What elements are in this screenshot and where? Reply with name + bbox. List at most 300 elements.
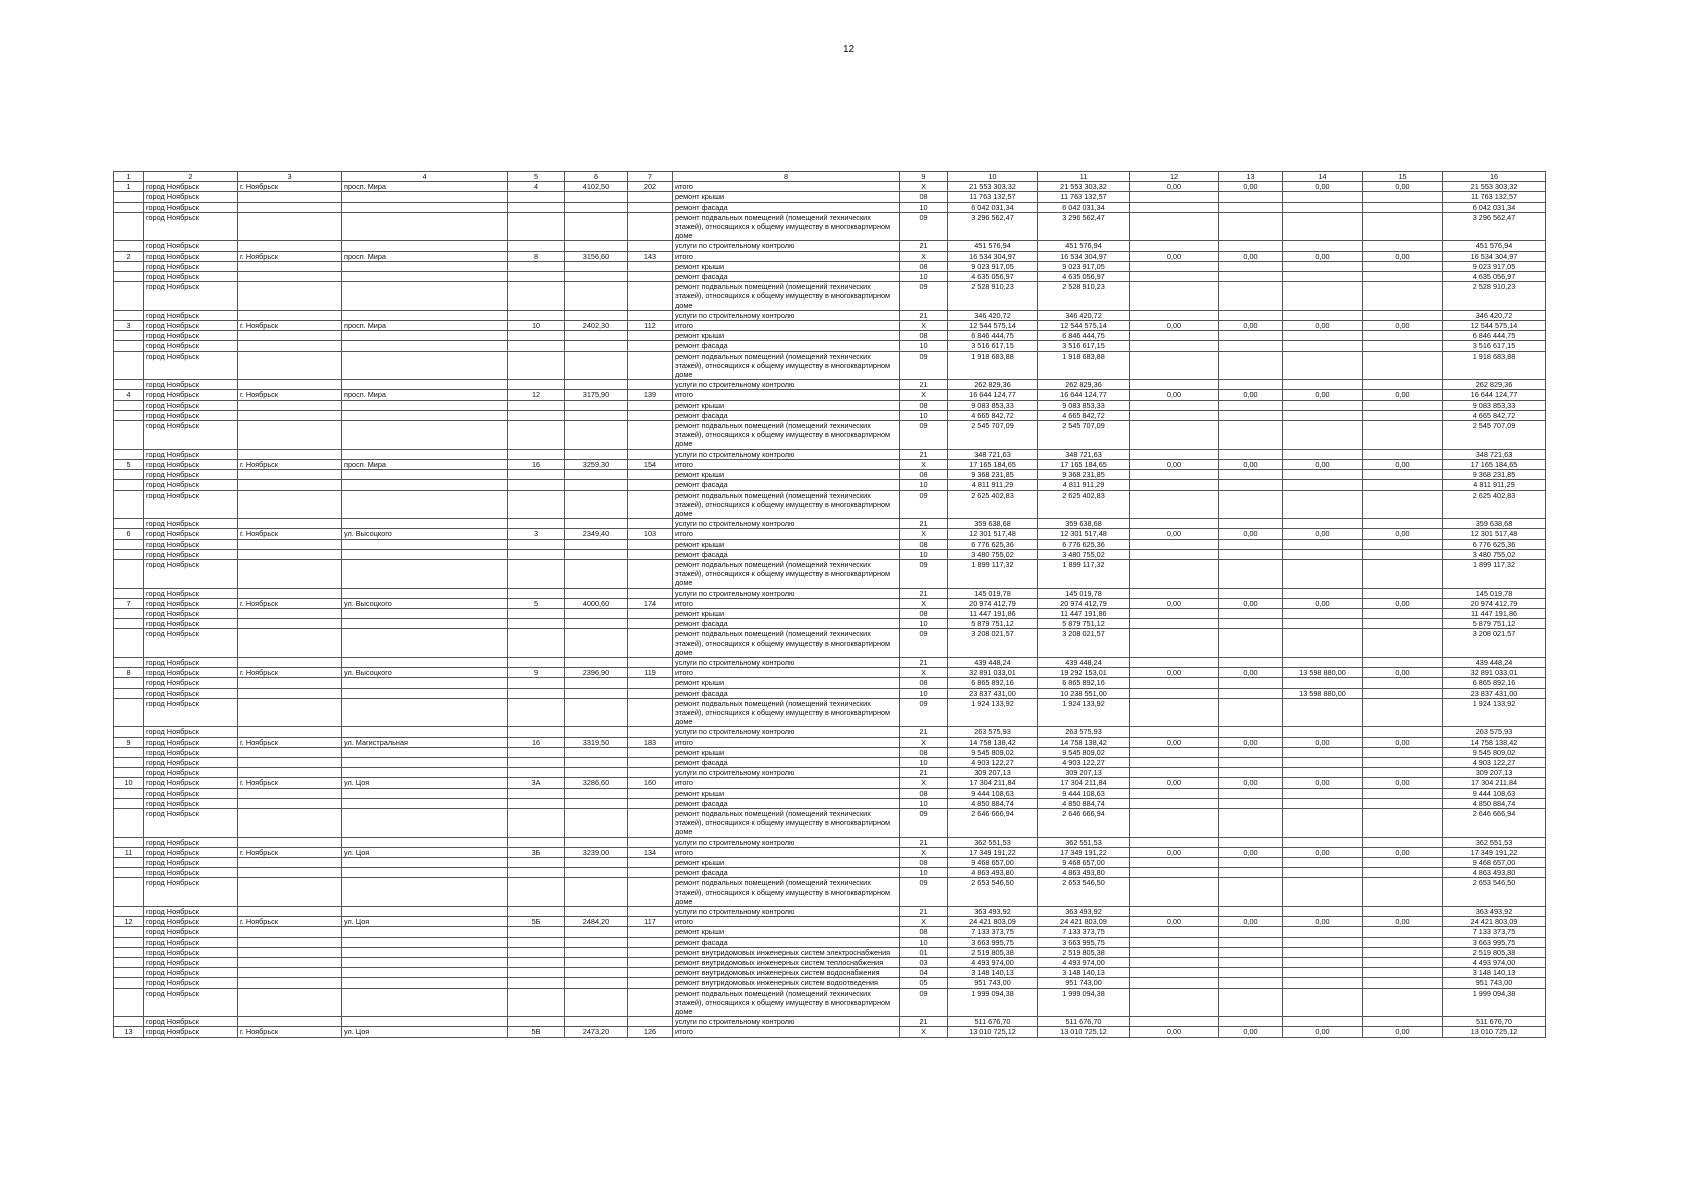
town-cell bbox=[238, 798, 342, 808]
col13-cell bbox=[1219, 747, 1283, 757]
municipality-cell: город Ноябрьск bbox=[144, 529, 238, 539]
work-row bbox=[114, 212, 1546, 241]
col14-cell: 13 598 880,00 bbox=[1283, 668, 1363, 678]
total-cost-cell: 9 368 231,85 bbox=[948, 470, 1038, 480]
work-row bbox=[114, 688, 1546, 698]
municipality-cell: город Ноябрьск bbox=[144, 788, 238, 798]
col15-cell bbox=[1363, 788, 1443, 798]
area-cell bbox=[565, 559, 628, 588]
residents-cell bbox=[628, 788, 673, 798]
work-type-cell: ремонт крыши bbox=[673, 470, 900, 480]
street-cell bbox=[342, 907, 508, 917]
total-cost-cell: 16 644 124,77 bbox=[948, 390, 1038, 400]
street-cell bbox=[342, 421, 508, 450]
municipality-cell: город Ноябрьск bbox=[144, 978, 238, 988]
town-cell: г. Ноябрьск bbox=[238, 847, 342, 857]
col16-cell: 24 421 803,09 bbox=[1443, 917, 1546, 927]
total-cost-cell: 2 528 910,23 bbox=[948, 282, 1038, 311]
fund-cost-cell: 439 448,24 bbox=[1038, 657, 1130, 667]
fund-cost-cell: 511 676,70 bbox=[1038, 1017, 1130, 1027]
total-cost-cell: 4 811 911,29 bbox=[948, 480, 1038, 490]
col14-cell bbox=[1283, 947, 1363, 957]
house-number-cell bbox=[508, 261, 565, 271]
col14-cell bbox=[1283, 351, 1363, 380]
col13-cell bbox=[1219, 1017, 1283, 1027]
col14-cell bbox=[1283, 588, 1363, 598]
work-type-cell: ремонт крыши bbox=[673, 747, 900, 757]
row-number-cell bbox=[114, 241, 144, 251]
object-total-row bbox=[114, 321, 1546, 331]
col12-cell bbox=[1130, 310, 1219, 320]
row-number-cell bbox=[114, 559, 144, 588]
col14-cell bbox=[1283, 480, 1363, 490]
work-row bbox=[114, 588, 1546, 598]
col15-cell bbox=[1363, 331, 1443, 341]
work-row bbox=[114, 947, 1546, 957]
area-cell bbox=[565, 202, 628, 212]
street-cell bbox=[342, 490, 508, 519]
house-number-cell bbox=[508, 698, 565, 727]
street-cell bbox=[342, 657, 508, 667]
house-number-cell: 4 bbox=[508, 182, 565, 192]
col16-cell: 1 899 117,32 bbox=[1443, 559, 1546, 588]
col16-cell: 145 019,78 bbox=[1443, 588, 1546, 598]
municipality-cell: город Ноябрьск bbox=[144, 351, 238, 380]
town-cell bbox=[238, 958, 342, 968]
fund-cost-cell: 309 207,13 bbox=[1038, 768, 1130, 778]
row-number-cell bbox=[114, 657, 144, 667]
col12-cell bbox=[1130, 688, 1219, 698]
work-row bbox=[114, 768, 1546, 778]
row-number-cell bbox=[114, 907, 144, 917]
total-cost-cell: 11 763 132,57 bbox=[948, 192, 1038, 202]
street-cell bbox=[342, 788, 508, 798]
municipality-cell: город Ноябрьск bbox=[144, 847, 238, 857]
col14-cell bbox=[1283, 410, 1363, 420]
area-cell bbox=[565, 747, 628, 757]
col15-cell: 0,00 bbox=[1363, 390, 1443, 400]
fund-cost-cell: 363 493,92 bbox=[1038, 907, 1130, 917]
col14-cell: 0,00 bbox=[1283, 459, 1363, 469]
col13-cell bbox=[1219, 958, 1283, 968]
residents-cell bbox=[628, 519, 673, 529]
work-row bbox=[114, 331, 1546, 341]
fund-cost-cell: 9 083 853,33 bbox=[1038, 400, 1130, 410]
residents-cell bbox=[628, 798, 673, 808]
work-code-cell: X bbox=[900, 390, 948, 400]
house-number-cell: 10 bbox=[508, 321, 565, 331]
row-number-cell bbox=[114, 937, 144, 947]
residents-cell: 119 bbox=[628, 668, 673, 678]
col14-cell bbox=[1283, 490, 1363, 519]
town-cell bbox=[238, 559, 342, 588]
street-cell: ул. Высоцкого bbox=[342, 598, 508, 608]
house-number-cell bbox=[508, 341, 565, 351]
residents-cell bbox=[628, 400, 673, 410]
work-code-cell: 21 bbox=[900, 380, 948, 390]
area-cell bbox=[565, 272, 628, 282]
total-cost-cell: 9 545 809,02 bbox=[948, 747, 1038, 757]
municipality-cell: город Ноябрьск bbox=[144, 678, 238, 688]
residents-cell bbox=[628, 351, 673, 380]
residents-cell bbox=[628, 282, 673, 311]
town-cell bbox=[238, 907, 342, 917]
col13-cell bbox=[1219, 678, 1283, 688]
col12-cell bbox=[1130, 341, 1219, 351]
col13-cell bbox=[1219, 261, 1283, 271]
area-cell bbox=[565, 629, 628, 658]
col15-cell bbox=[1363, 837, 1443, 847]
work-row bbox=[114, 549, 1546, 559]
work-code-cell: X bbox=[900, 917, 948, 927]
col12-cell bbox=[1130, 958, 1219, 968]
street-cell bbox=[342, 241, 508, 251]
residents-cell bbox=[628, 968, 673, 978]
work-type-cell: итого bbox=[673, 182, 900, 192]
col16-cell: 511 676,70 bbox=[1443, 1017, 1546, 1027]
street-cell bbox=[342, 272, 508, 282]
town-cell bbox=[238, 757, 342, 767]
area-cell bbox=[565, 978, 628, 988]
residents-cell bbox=[628, 978, 673, 988]
work-row bbox=[114, 968, 1546, 978]
row-number-cell bbox=[114, 727, 144, 737]
column-number-2: 2 bbox=[144, 172, 238, 182]
house-number-cell bbox=[508, 927, 565, 937]
row-number-cell: 1 bbox=[114, 182, 144, 192]
residents-cell bbox=[628, 678, 673, 688]
work-code-cell: 09 bbox=[900, 559, 948, 588]
col13-cell bbox=[1219, 410, 1283, 420]
work-row bbox=[114, 988, 1546, 1017]
row-number-cell bbox=[114, 212, 144, 241]
col16-cell: 6 846 444,75 bbox=[1443, 331, 1546, 341]
col13-cell: 0,00 bbox=[1219, 251, 1283, 261]
col14-cell bbox=[1283, 727, 1363, 737]
house-number-cell bbox=[508, 688, 565, 698]
work-code-cell: 03 bbox=[900, 958, 948, 968]
municipality-cell: город Ноябрьск bbox=[144, 598, 238, 608]
municipality-cell: город Ноябрьск bbox=[144, 768, 238, 778]
work-type-cell: услуги по строительному контролю bbox=[673, 1017, 900, 1027]
municipality-cell: город Ноябрьск bbox=[144, 390, 238, 400]
row-number-cell bbox=[114, 490, 144, 519]
municipality-cell: город Ноябрьск bbox=[144, 958, 238, 968]
fund-cost-cell: 359 638,68 bbox=[1038, 519, 1130, 529]
col13-cell bbox=[1219, 351, 1283, 380]
row-number-cell: 2 bbox=[114, 251, 144, 261]
col12-cell bbox=[1130, 809, 1219, 838]
work-type-cell: ремонт подвальных помещений (помещений технических этажей), относящихся к общему имуществу в многоквартирном доме bbox=[673, 351, 900, 380]
object-total-row bbox=[114, 847, 1546, 857]
street-cell bbox=[342, 261, 508, 271]
fund-cost-cell: 11 763 132,57 bbox=[1038, 192, 1130, 202]
fund-cost-cell: 24 421 803,09 bbox=[1038, 917, 1130, 927]
col13-cell bbox=[1219, 470, 1283, 480]
col14-cell: 0,00 bbox=[1283, 1027, 1363, 1037]
work-row bbox=[114, 937, 1546, 947]
house-number-cell bbox=[508, 947, 565, 957]
col12-cell bbox=[1130, 798, 1219, 808]
work-row bbox=[114, 410, 1546, 420]
town-cell bbox=[238, 629, 342, 658]
municipality-cell: город Ноябрьск bbox=[144, 858, 238, 868]
house-number-cell bbox=[508, 798, 565, 808]
area-cell bbox=[565, 480, 628, 490]
municipality-cell: город Ноябрьск bbox=[144, 868, 238, 878]
work-code-cell: 08 bbox=[900, 608, 948, 618]
residents-cell bbox=[628, 937, 673, 947]
municipality-cell: город Ноябрьск bbox=[144, 778, 238, 788]
work-code-cell: 10 bbox=[900, 798, 948, 808]
work-type-cell: ремонт крыши bbox=[673, 608, 900, 618]
municipality-cell: город Ноябрьск bbox=[144, 182, 238, 192]
col16-cell: 1 924 133,92 bbox=[1443, 698, 1546, 727]
work-code-cell: 08 bbox=[900, 927, 948, 937]
residents-cell bbox=[628, 588, 673, 598]
col13-cell bbox=[1219, 331, 1283, 341]
area-cell bbox=[565, 310, 628, 320]
col15-cell bbox=[1363, 449, 1443, 459]
work-row bbox=[114, 421, 1546, 450]
col13-cell: 0,00 bbox=[1219, 668, 1283, 678]
col14-cell bbox=[1283, 968, 1363, 978]
total-cost-cell: 20 974 412,79 bbox=[948, 598, 1038, 608]
town-cell bbox=[238, 202, 342, 212]
total-cost-cell: 145 019,78 bbox=[948, 588, 1038, 598]
col12-cell: 0,00 bbox=[1130, 847, 1219, 857]
house-number-cell bbox=[508, 588, 565, 598]
area-cell bbox=[565, 657, 628, 667]
town-cell bbox=[238, 192, 342, 202]
work-code-cell: 05 bbox=[900, 978, 948, 988]
total-cost-cell: 17 165 184,65 bbox=[948, 459, 1038, 469]
row-number-cell bbox=[114, 351, 144, 380]
house-number-cell bbox=[508, 241, 565, 251]
area-cell bbox=[565, 727, 628, 737]
work-code-cell: X bbox=[900, 737, 948, 747]
work-row bbox=[114, 747, 1546, 757]
col14-cell bbox=[1283, 837, 1363, 847]
residents-cell bbox=[628, 619, 673, 629]
total-cost-cell: 2 653 546,50 bbox=[948, 878, 1038, 907]
house-number-cell bbox=[508, 380, 565, 390]
object-total-row bbox=[114, 251, 1546, 261]
col15-cell bbox=[1363, 380, 1443, 390]
residents-cell: 202 bbox=[628, 182, 673, 192]
street-cell bbox=[342, 868, 508, 878]
work-type-cell: ремонт подвальных помещений (помещений технических этажей), относящихся к общему имуществу в многоквартирном доме bbox=[673, 629, 900, 658]
row-number-cell bbox=[114, 988, 144, 1017]
residents-cell bbox=[628, 688, 673, 698]
col16-cell: 362 551,53 bbox=[1443, 837, 1546, 847]
col14-cell bbox=[1283, 212, 1363, 241]
street-cell bbox=[342, 698, 508, 727]
residents-cell bbox=[628, 727, 673, 737]
col14-cell: 0,00 bbox=[1283, 917, 1363, 927]
col14-cell bbox=[1283, 192, 1363, 202]
street-cell: ул. Цоя bbox=[342, 917, 508, 927]
col13-cell bbox=[1219, 978, 1283, 988]
column-number-10: 10 bbox=[948, 172, 1038, 182]
col12-cell bbox=[1130, 907, 1219, 917]
work-type-cell: итого bbox=[673, 598, 900, 608]
row-number-cell bbox=[114, 470, 144, 480]
municipality-cell: город Ноябрьск bbox=[144, 380, 238, 390]
col15-cell bbox=[1363, 968, 1443, 978]
area-cell: 2484,20 bbox=[565, 917, 628, 927]
town-cell bbox=[238, 688, 342, 698]
residents-cell bbox=[628, 747, 673, 757]
fund-cost-cell: 5 879 751,12 bbox=[1038, 619, 1130, 629]
total-cost-cell: 3 148 140,13 bbox=[948, 968, 1038, 978]
work-code-cell: X bbox=[900, 459, 948, 469]
col14-cell bbox=[1283, 958, 1363, 968]
area-cell bbox=[565, 608, 628, 618]
col12-cell bbox=[1130, 868, 1219, 878]
row-number-cell bbox=[114, 331, 144, 341]
residents-cell bbox=[628, 480, 673, 490]
col15-cell bbox=[1363, 629, 1443, 658]
town-cell: г. Ноябрьск bbox=[238, 598, 342, 608]
col14-cell bbox=[1283, 657, 1363, 667]
work-code-cell: 08 bbox=[900, 470, 948, 480]
fund-cost-cell: 20 974 412,79 bbox=[1038, 598, 1130, 608]
col15-cell bbox=[1363, 202, 1443, 212]
col12-cell bbox=[1130, 519, 1219, 529]
fund-cost-cell: 6 846 444,75 bbox=[1038, 331, 1130, 341]
col13-cell bbox=[1219, 421, 1283, 450]
work-code-cell: 08 bbox=[900, 539, 948, 549]
fund-cost-cell: 12 544 575,14 bbox=[1038, 321, 1130, 331]
work-type-cell: ремонт подвальных помещений (помещений технических этажей), относящихся к общему имуществу в многоквартирном доме bbox=[673, 490, 900, 519]
house-number-cell bbox=[508, 657, 565, 667]
residents-cell bbox=[628, 549, 673, 559]
col16-cell: 2 646 666,94 bbox=[1443, 809, 1546, 838]
row-number-cell bbox=[114, 608, 144, 618]
work-row bbox=[114, 559, 1546, 588]
col14-cell: 0,00 bbox=[1283, 778, 1363, 788]
street-cell bbox=[342, 331, 508, 341]
fund-cost-cell: 3 296 562,47 bbox=[1038, 212, 1130, 241]
municipality-cell: город Ноябрьск bbox=[144, 549, 238, 559]
house-number-cell bbox=[508, 788, 565, 798]
col14-cell bbox=[1283, 421, 1363, 450]
house-number-cell bbox=[508, 272, 565, 282]
house-number-cell bbox=[508, 858, 565, 868]
col14-cell bbox=[1283, 449, 1363, 459]
residents-cell bbox=[628, 559, 673, 588]
col13-cell: 0,00 bbox=[1219, 917, 1283, 927]
fund-cost-cell: 6 776 625,36 bbox=[1038, 539, 1130, 549]
area-cell bbox=[565, 619, 628, 629]
total-cost-cell: 5 879 751,12 bbox=[948, 619, 1038, 629]
column-number-12: 12 bbox=[1130, 172, 1219, 182]
col13-cell bbox=[1219, 310, 1283, 320]
house-number-cell bbox=[508, 988, 565, 1017]
col16-cell: 16 644 124,77 bbox=[1443, 390, 1546, 400]
street-cell: просп. Мира bbox=[342, 182, 508, 192]
house-number-cell: 12 bbox=[508, 390, 565, 400]
residents-cell bbox=[628, 757, 673, 767]
col16-cell: 17 349 191,22 bbox=[1443, 847, 1546, 857]
col16-cell: 9 368 231,85 bbox=[1443, 470, 1546, 480]
house-number-cell bbox=[508, 351, 565, 380]
municipality-cell: город Ноябрьск bbox=[144, 192, 238, 202]
municipality-cell: город Ноябрьск bbox=[144, 321, 238, 331]
work-row bbox=[114, 657, 1546, 667]
col14-cell: 0,00 bbox=[1283, 251, 1363, 261]
work-row bbox=[114, 400, 1546, 410]
col15-cell: 0,00 bbox=[1363, 1027, 1443, 1037]
col14-cell bbox=[1283, 937, 1363, 947]
col15-cell: 0,00 bbox=[1363, 847, 1443, 857]
residents-cell bbox=[628, 878, 673, 907]
col14-cell bbox=[1283, 559, 1363, 588]
street-cell bbox=[342, 608, 508, 618]
house-number-cell bbox=[508, 678, 565, 688]
municipality-cell: город Ноябрьск bbox=[144, 1027, 238, 1037]
town-cell bbox=[238, 421, 342, 450]
town-cell bbox=[238, 947, 342, 957]
fund-cost-cell: 4 635 056,97 bbox=[1038, 272, 1130, 282]
street-cell bbox=[342, 678, 508, 688]
house-number-cell bbox=[508, 202, 565, 212]
col12-cell bbox=[1130, 858, 1219, 868]
town-cell: г. Ноябрьск bbox=[238, 1027, 342, 1037]
fund-cost-cell: 16 534 304,97 bbox=[1038, 251, 1130, 261]
col16-cell: 14 758 138,42 bbox=[1443, 737, 1546, 747]
area-cell bbox=[565, 988, 628, 1017]
col12-cell bbox=[1130, 559, 1219, 588]
work-type-cell: ремонт внутридомовых инженерных систем теплоснабжения bbox=[673, 958, 900, 968]
works-table bbox=[113, 171, 1546, 1038]
fund-cost-cell: 21 553 303,32 bbox=[1038, 182, 1130, 192]
col12-cell bbox=[1130, 380, 1219, 390]
work-type-cell: ремонт внутридомовых инженерных систем водоотведения bbox=[673, 978, 900, 988]
col16-cell: 309 207,13 bbox=[1443, 768, 1546, 778]
col13-cell bbox=[1219, 192, 1283, 202]
house-number-cell bbox=[508, 619, 565, 629]
col12-cell bbox=[1130, 978, 1219, 988]
town-cell bbox=[238, 988, 342, 1017]
total-cost-cell: 4 850 884,74 bbox=[948, 798, 1038, 808]
col16-cell: 6 776 625,36 bbox=[1443, 539, 1546, 549]
col16-cell: 1 918 683,88 bbox=[1443, 351, 1546, 380]
town-cell bbox=[238, 608, 342, 618]
col13-cell bbox=[1219, 539, 1283, 549]
area-cell bbox=[565, 868, 628, 878]
work-code-cell: 08 bbox=[900, 192, 948, 202]
col12-cell bbox=[1130, 261, 1219, 271]
street-cell bbox=[342, 449, 508, 459]
house-number-cell: 16 bbox=[508, 737, 565, 747]
work-code-cell: 21 bbox=[900, 1017, 948, 1027]
area-cell: 2473,20 bbox=[565, 1027, 628, 1037]
work-code-cell: 08 bbox=[900, 400, 948, 410]
work-code-cell: 10 bbox=[900, 688, 948, 698]
area-cell: 2402,30 bbox=[565, 321, 628, 331]
fund-cost-cell: 262 829,36 bbox=[1038, 380, 1130, 390]
work-code-cell: 21 bbox=[900, 657, 948, 667]
work-type-cell: ремонт крыши bbox=[673, 261, 900, 271]
col13-cell: 0,00 bbox=[1219, 321, 1283, 331]
col14-cell bbox=[1283, 988, 1363, 1017]
col12-cell bbox=[1130, 490, 1219, 519]
col13-cell bbox=[1219, 449, 1283, 459]
town-cell bbox=[238, 490, 342, 519]
work-code-cell: 10 bbox=[900, 410, 948, 420]
